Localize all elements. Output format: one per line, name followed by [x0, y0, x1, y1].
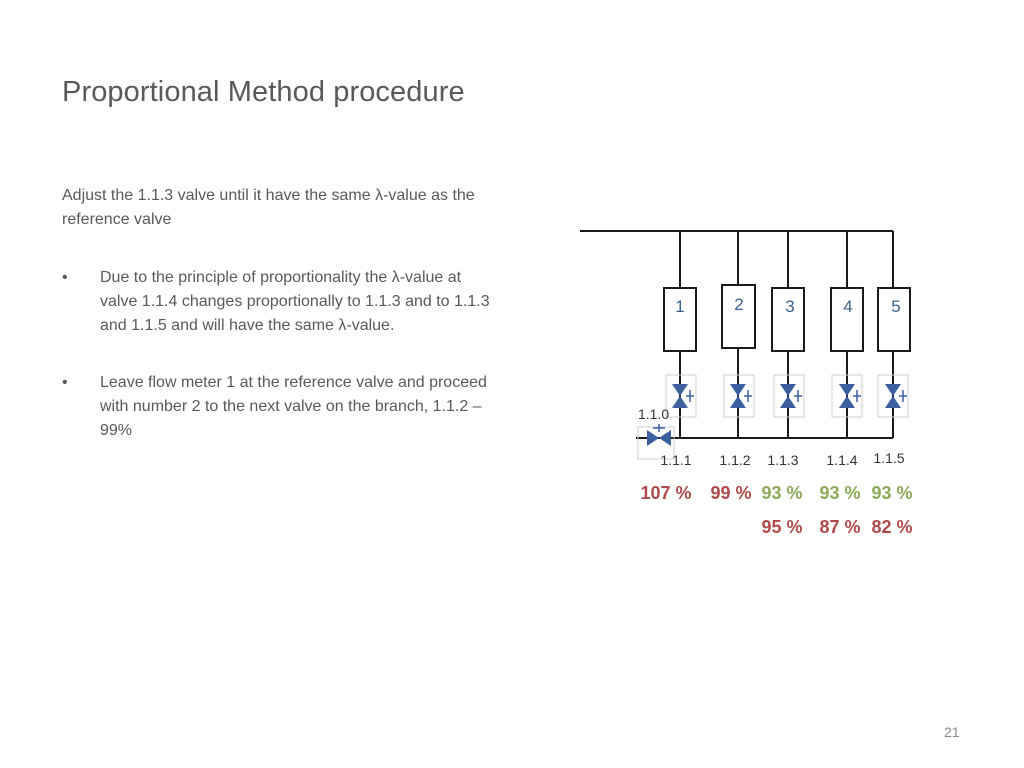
flow-percentage: 93 %	[819, 483, 861, 503]
branch-2	[722, 231, 755, 438]
unit-label: 5	[891, 297, 901, 316]
flow-percentage: 82 %	[871, 517, 913, 537]
flow-percentage: 95 %	[761, 517, 803, 537]
valve-label: 1.1.4	[826, 452, 858, 468]
branch-5	[878, 231, 910, 438]
bullet-icon: •	[62, 374, 68, 391]
unit-label: 3	[785, 297, 795, 316]
flow-percentage: 107 %	[640, 483, 692, 503]
flow-percentage: 99 %	[710, 483, 752, 503]
valve-label: 1.1.2	[719, 452, 751, 468]
flow-percentage: 87 %	[819, 517, 861, 537]
bullet-text: Leave flow meter 1 at the reference valve and proceed with number 2 to the next valve on the branch, 1.1.2 – 99%	[100, 374, 487, 439]
unit-label: 4	[843, 297, 853, 316]
bullet-text: Due to the principle of proportionality the λ-value at valve 1.1.4 changes proportionally to 1.1.3 and to 1.1.3 and 1.1.5 and will have the same λ-value.	[100, 269, 490, 334]
branch-4	[831, 231, 863, 438]
slide-title: Proportional Method procedure	[62, 76, 465, 108]
intro-paragraph: Adjust the 1.1.3 valve until it have the same λ-value as the reference valve	[62, 187, 475, 228]
flow-percentage: 93 %	[871, 483, 913, 503]
branch-3	[772, 231, 804, 438]
valve-label: 1.1.1	[660, 452, 692, 468]
main-valve-label: 1.1.0	[638, 406, 670, 422]
flow-percentage: 93 %	[761, 483, 803, 503]
bullet-icon: •	[62, 269, 68, 286]
unit-label: 1	[675, 297, 685, 316]
valve-label: 1.1.5	[873, 450, 905, 466]
unit-label: 2	[734, 295, 744, 314]
valve-label: 1.1.3	[767, 452, 799, 468]
page-number: 21	[944, 724, 960, 740]
